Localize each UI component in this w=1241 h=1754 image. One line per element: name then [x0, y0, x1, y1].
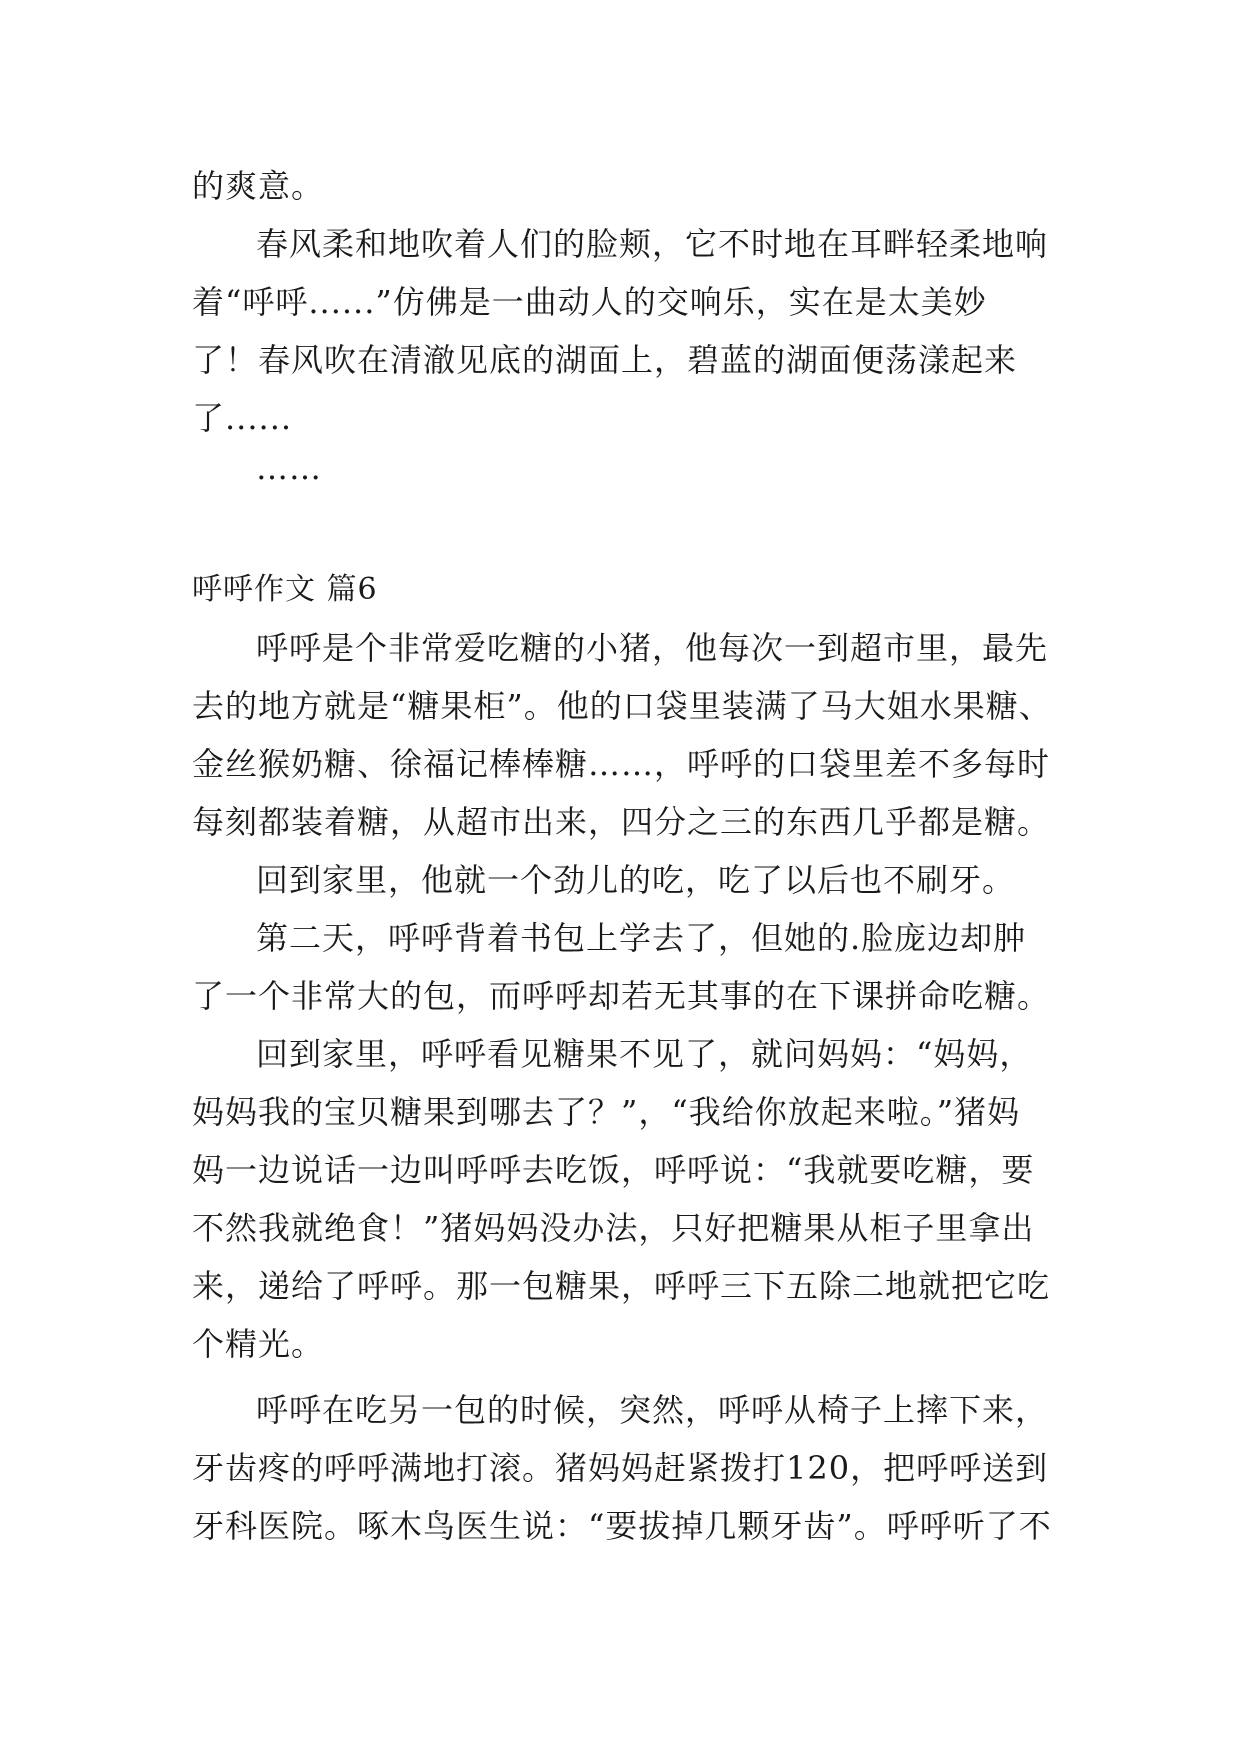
paragraph-line: 春风柔和地吹着人们的脸颊，它不时地在耳畔轻柔地响: [256, 225, 1049, 263]
paragraph-line: 牙齿疼的呼呼满地打滚。猪妈妈赶紧拨打120，把呼呼送到: [192, 1449, 1049, 1487]
paragraph-line: 来，递给了呼呼。那一包糖果，呼呼三下五除二地就把它吃: [192, 1267, 1051, 1305]
paragraph-line: 妈一边说话一边叫呼呼去吃饭，呼呼说：“我就要吃糖，要: [192, 1151, 1035, 1189]
paragraph-line: 牙科医院。啄木鸟医生说：“要拔掉几颗牙齿”。呼呼听了不: [192, 1507, 1052, 1545]
section-heading: 呼呼作文 篇6: [192, 572, 378, 607]
paragraph-line: 第二天，呼呼背着书包上学去了，但她的.脸庞边却肿: [256, 919, 1027, 957]
paragraph-line: 妈妈我的宝贝糖果到哪去了？”，“我给你放起来啦。”猪妈: [192, 1093, 1021, 1131]
paragraph-line: 呼呼在吃另一包的时候，突然，呼呼从椅子上摔下来，: [256, 1391, 1049, 1429]
paragraph-line: 呼呼是个非常爱吃糖的小猪，他每次一到超市里，最先: [256, 629, 1049, 667]
paragraph-line: 每刻都装着糖，从超市出来，四分之三的东西几乎都是糖。: [192, 803, 1051, 841]
paragraph-line: 个精光。: [192, 1325, 325, 1363]
paragraph-line: 回到家里，他就一个劲儿的吃，吃了以后也不刷牙。: [256, 861, 1016, 899]
paragraph-line: 去的地方就是“糖果柜”。他的口袋里装满了马大姐水果糖、: [192, 687, 1052, 725]
paragraph-line: 回到家里，呼呼看见糖果不见了，就问妈妈：“妈妈，: [256, 1035, 1033, 1073]
paragraph-line: 的爽意。: [192, 167, 325, 205]
paragraph-line: 着“呼呼......”仿佛是一曲动人的交响乐，实在是太美妙: [192, 283, 987, 321]
paragraph-line: 了一个非常大的包，而呼呼却若无其事的在下课拼命吃糖。: [192, 977, 1051, 1015]
paragraph-line: 不然我就绝食！”猪妈妈没办法，只好把糖果从柜子里拿出: [192, 1209, 1035, 1247]
paragraph-line: 了！春风吹在清澈见底的湖面上，碧蓝的湖面便荡漾起来: [192, 341, 1018, 379]
ellipsis-line: ……: [256, 449, 322, 487]
paragraph-line: 金丝猴奶糖、徐福记棒棒糖……，呼呼的口袋里差不多每时: [192, 745, 1051, 783]
paragraph-line: 了......: [192, 399, 293, 437]
